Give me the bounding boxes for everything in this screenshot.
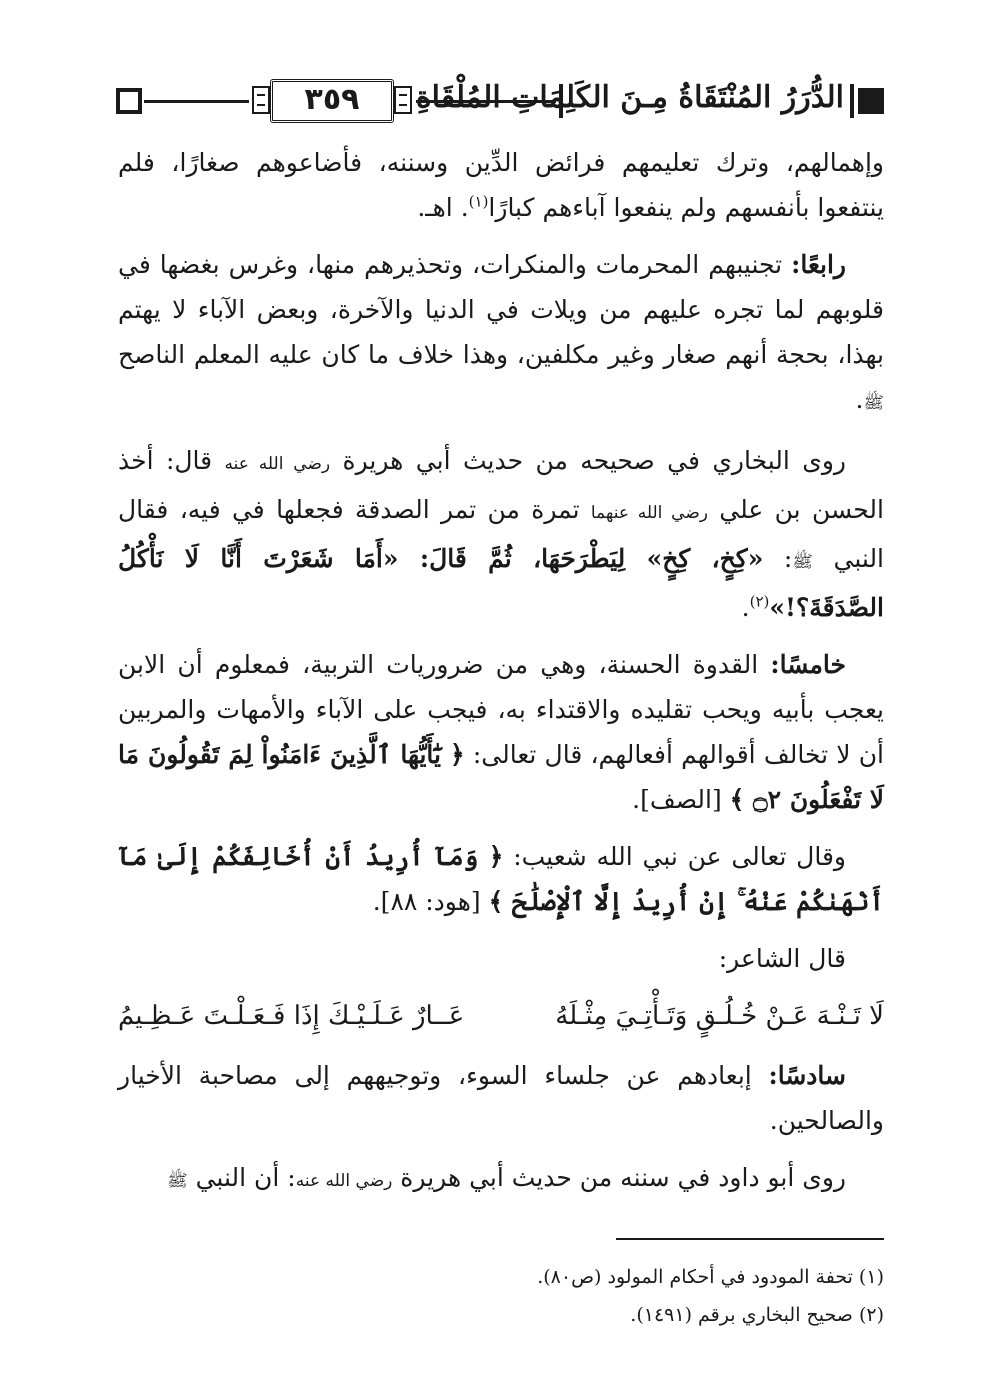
header-divider-bar <box>850 84 854 118</box>
paragraph-text: تجنيبهم المحرمات والمنكرات، وتحذيرهم منها، وغرس بغضها في قلوبهم لما تجره عليهم من ويلات في الدنيا والآخرة، وبعض الآباء لا يهتم بهذا، بحجة أنهم صغار وغير مكلفين، وهذا خلاف ما كان عليه المعلم الناصح <box>118 250 884 369</box>
paragraph-text: روى البخاري في صحيحه من حديث أبي هريرة <box>330 446 846 475</box>
hadith-quote: «كِخٍ، كِخٍ» لِيَطْرَحَهَا، ثُمَّ قَالَ: «أَمَا شَعَرْتَ أَنَّا لَا نَأْكُلُ الصَّدَقَةَ؟!» <box>118 544 884 622</box>
honorific-radi: رضي الله عنه <box>295 1171 393 1191</box>
quran-verse: ﴿ يَٰٓأَيُّهَا ٱلَّذِينَ ءَامَنُواْ لِمَ تَقُولُونَ مَا لَا تَفْعَلُونَ ۝٢ ﴾ <box>118 740 884 814</box>
quran-verse: ﴿ وَمَآ أُرِيدُ أَنْ أُخَالِفَكُمْ إِلَىٰ مَآ أَنْهَىٰكُمْ عَنْهُ ۚ إِنْ أُرِيدُ إِلَّا ٱلْإِصْلَٰحَ ﴾ <box>118 842 884 916</box>
paragraph-shuayb <box>118 834 884 924</box>
section-lead-fourth: رابعًا: <box>791 250 846 279</box>
poem-verse <box>118 991 884 1041</box>
paragraph-fifth <box>118 642 884 822</box>
paragraph-text: . <box>855 385 864 414</box>
section-lead-fifth: خامسًا: <box>770 650 846 679</box>
paragraph-continuation <box>118 140 884 230</box>
verse-reference: [الصف]. <box>632 785 730 814</box>
paragraph-sixth <box>118 1053 884 1143</box>
footnote-ref-1[interactable]: (١) <box>468 192 489 211</box>
running-title: الدُّرَرُ المُنْتَقَاةُ مِـنَ الكَلِمَاتِ المُلْقَاةِ <box>415 80 844 115</box>
paragraph-fourth <box>118 242 884 426</box>
paragraph-text: : أن النبي <box>187 1163 296 1192</box>
paragraph-text: القدوة الحسنة، وهي من ضروريات التربية، فمعلوم أن الابن يعجب بأبيه ويحب تقليده والاقتداء به، فيجب على الآباء والأمهات والمربين أن لا تخالف أقوالهم أفعالهم، قال تعالى: <box>118 650 885 769</box>
header-rule-left <box>144 100 249 103</box>
paragraph-text: . <box>741 593 750 622</box>
paragraph-text: وقال تعالى عن نبي الله شعيب: <box>503 842 846 871</box>
section-lead-sixth: سادسًا: <box>768 1061 846 1090</box>
paragraph-text: : <box>763 544 793 573</box>
footnote-2: (٢) صحيح البخاري برقم (١٤٩١). <box>630 1304 884 1326</box>
page-number-badge <box>250 76 414 126</box>
page-header <box>116 76 884 128</box>
paragraph-text: وإهمالهم، وترك تعليمهم فرائض الدِّين وسننه، فأضاعوهم صغارًا، فلم ينتفعوا بأنفسهم ولم ينفعوا آباءهم كبارًا <box>118 148 884 222</box>
footnotes <box>118 1258 884 1334</box>
footnote-separator <box>616 1238 884 1240</box>
poem-hemistich-first: لَا تَـنْـهَ عَـنْ خُـلُـقٍ وَتَـأْتِـيَ مِثْـلَهُ <box>555 1001 884 1031</box>
footnote-1: (١) تحفة المودود في أحكام المولود (ص٨٠). <box>537 1266 884 1288</box>
paragraph-text: روى أبو داود في سننه من حديث أبي هريرة <box>392 1163 846 1192</box>
paragraph-abudawud <box>118 1155 884 1204</box>
page-number: ٣٥٩ <box>304 82 360 117</box>
honorific-salawat: ﷺ <box>167 1171 188 1191</box>
footnote-ref-2[interactable]: (٢) <box>749 592 770 611</box>
paragraph-text: إبعادهم عن جلساء السوء، وتوجيههم إلى مصاحبة الأخيار والصالحين. <box>118 1061 884 1135</box>
paragraph-bukhari-hadith <box>118 438 884 630</box>
paragraph-text: قال: أخذ الحسن بن علي <box>118 446 884 524</box>
main-text <box>118 140 884 1204</box>
header-ornament-left-block <box>116 88 142 114</box>
paragraph-text: . اهـ. <box>417 193 469 222</box>
verse-reference: [هود: ٨٨]. <box>372 887 489 916</box>
poem-hemistich-second: عَــارٌ عَـلَـيْـكَ إِذَا فَـعَـلْـتَ عَـظِـيمُ <box>118 1001 465 1031</box>
honorific-salawat: ﷺ <box>863 393 884 413</box>
honorific-radi: رضي الله عنه <box>224 454 331 474</box>
paragraph-text: تمرة من تمر الصدقة فجعلها في فيه، فقال النبي <box>118 495 885 573</box>
honorific-radi: رضي الله عنهما <box>590 503 708 523</box>
poet-intro: قال الشاعر: <box>718 944 846 973</box>
header-ornament-right-block <box>858 88 884 114</box>
honorific-salawat: ﷺ <box>792 552 813 572</box>
